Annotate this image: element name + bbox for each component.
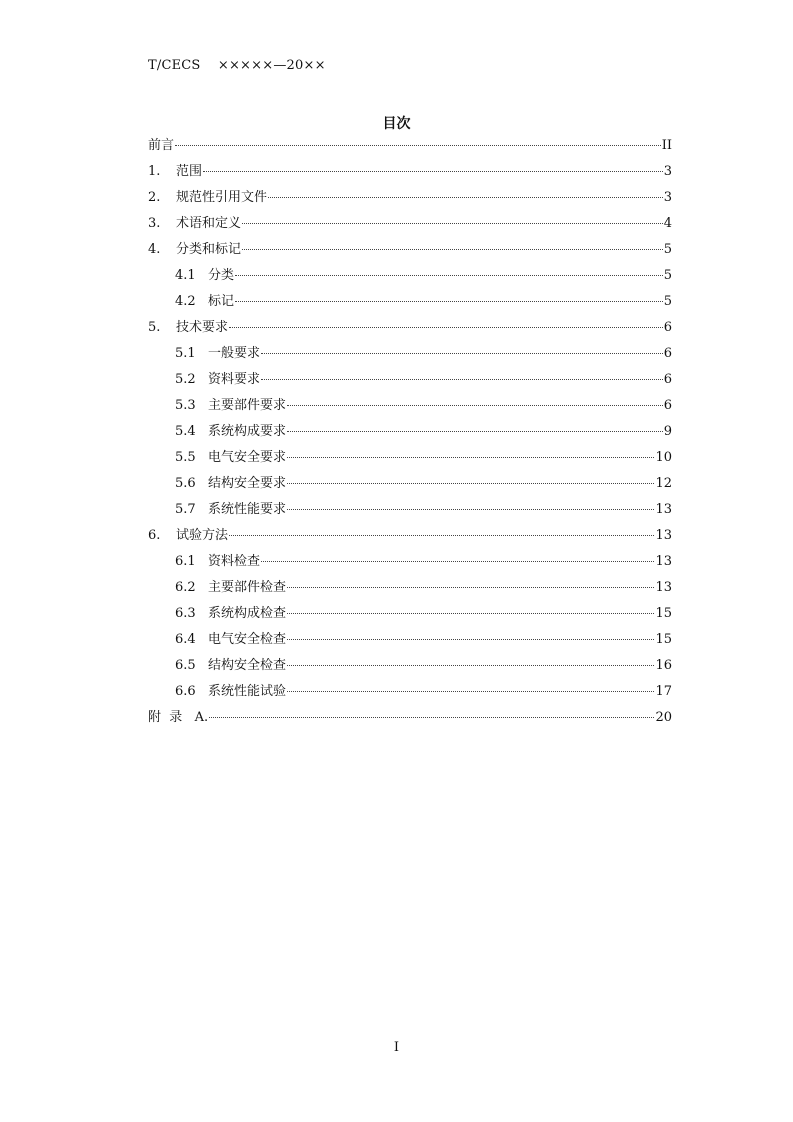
toc-entry-title: 前言: [148, 138, 175, 153]
toc-entry-number: 4.: [148, 242, 161, 257]
toc-entry[interactable]: [148, 553, 672, 579]
toc-entry-title: 系统性能要求: [208, 502, 287, 517]
toc-entry[interactable]: [148, 683, 672, 709]
toc-entry-number: 5.3: [175, 398, 196, 413]
toc-entry[interactable]: [148, 319, 672, 345]
toc-entry[interactable]: [148, 293, 672, 319]
toc-dot-leader: [175, 145, 661, 146]
toc-entry-page: 5: [663, 268, 672, 283]
toc-entry-number: 6.: [148, 528, 161, 543]
toc-entry-title: 系统性能试验: [208, 684, 287, 699]
toc-dot-leader: [235, 275, 663, 276]
toc-entry[interactable]: [148, 241, 672, 267]
toc-entry-page: 13: [655, 502, 672, 517]
toc-dot-leader: [287, 691, 654, 692]
toc-entry-page: 6: [663, 320, 672, 335]
toc-entry-title: 附 录 A.: [148, 710, 209, 725]
toc-entry-title: 试验方法: [176, 528, 229, 543]
toc-entry-number: 5.: [148, 320, 161, 335]
toc-entry-page: 13: [655, 554, 672, 569]
toc-entry-number: 4.2: [175, 294, 196, 309]
toc-entry-title: 标记: [208, 294, 235, 309]
toc-entry[interactable]: [148, 371, 672, 397]
toc-entry-page: 6: [663, 346, 672, 361]
toc-entry[interactable]: [148, 657, 672, 683]
toc-entry-number: 4.1: [175, 268, 196, 283]
toc-entry-page: 16: [655, 658, 672, 673]
toc-entry-number: 6.4: [175, 632, 196, 647]
toc-entry[interactable]: [148, 215, 672, 241]
toc-entry[interactable]: [148, 189, 672, 215]
toc-entry-title: 结构安全检查: [208, 658, 287, 673]
toc-entry-page: 9: [663, 424, 672, 439]
toc-dot-leader: [287, 509, 654, 510]
toc-entry-number: 2.: [148, 190, 161, 205]
toc-entry-title: 主要部件检查: [208, 580, 287, 595]
toc-dot-leader: [268, 197, 663, 198]
toc-entry-page: 13: [655, 580, 672, 595]
toc-entry-page: 5: [663, 242, 672, 257]
toc-entry[interactable]: [148, 163, 672, 189]
toc-entry[interactable]: [148, 267, 672, 293]
toc-entry-page: 20: [655, 710, 672, 725]
page-number: I: [393, 1040, 400, 1055]
toc-entry-page: 10: [655, 450, 672, 465]
toc-entry-number: 5.2: [175, 372, 196, 387]
toc-entry-number: 6.2: [175, 580, 196, 595]
toc-title: 目次: [382, 116, 411, 132]
toc-entry-title: 分类和标记: [176, 242, 242, 257]
toc-entry-number: 6.3: [175, 606, 196, 621]
table-of-contents: [148, 137, 672, 735]
toc-entry-title: 技术要求: [176, 320, 229, 335]
toc-dot-leader: [287, 639, 654, 640]
toc-entry-page: 4: [663, 216, 672, 231]
toc-dot-leader: [287, 431, 663, 432]
toc-entry-page: 17: [655, 684, 672, 699]
toc-entry-number: 5.7: [175, 502, 196, 517]
toc-entry-title: 主要部件要求: [208, 398, 287, 413]
toc-dot-leader: [229, 327, 663, 328]
toc-entry-page: II: [661, 138, 672, 153]
document-header: T/CECS ×××××—20××: [148, 58, 326, 73]
toc-entry-page: 15: [655, 606, 672, 621]
toc-entry[interactable]: [148, 345, 672, 371]
toc-dot-leader: [235, 301, 663, 302]
toc-entry-title: 电气安全要求: [208, 450, 287, 465]
toc-entry-title: 一般要求: [208, 346, 261, 361]
toc-dot-leader: [229, 535, 654, 536]
toc-entry-page: 12: [655, 476, 672, 491]
toc-entry-page: 6: [663, 398, 672, 413]
toc-entry-title: 系统构成要求: [208, 424, 287, 439]
toc-entry[interactable]: [148, 579, 672, 605]
toc-entry[interactable]: [148, 449, 672, 475]
toc-entry-title: 范围: [176, 164, 203, 179]
toc-entry-number: 5.5: [175, 450, 196, 465]
toc-entry-page: 15: [655, 632, 672, 647]
toc-entry-page: 6: [663, 372, 672, 387]
toc-entry-title: 结构安全要求: [208, 476, 287, 491]
toc-dot-leader: [287, 613, 654, 614]
toc-entry[interactable]: [148, 527, 672, 553]
toc-entry-number: 6.6: [175, 684, 196, 699]
toc-dot-leader: [287, 483, 654, 484]
toc-entry-title: 资料检查: [208, 554, 261, 569]
toc-dot-leader: [209, 717, 654, 718]
toc-entry-number: 3.: [148, 216, 161, 231]
toc-entry-number: 1.: [148, 164, 161, 179]
toc-dot-leader: [287, 457, 654, 458]
toc-entry-title: 电气安全检查: [208, 632, 287, 647]
toc-entry-number: 6.1: [175, 554, 196, 569]
toc-entry[interactable]: [148, 631, 672, 657]
toc-entry-title: 分类: [208, 268, 235, 283]
toc-entry[interactable]: [148, 397, 672, 423]
toc-dot-leader: [287, 405, 663, 406]
toc-entry[interactable]: [148, 501, 672, 527]
toc-entry-page: 13: [655, 528, 672, 543]
toc-dot-leader: [287, 665, 654, 666]
toc-dot-leader: [261, 379, 663, 380]
toc-entry[interactable]: [148, 137, 672, 163]
toc-entry[interactable]: [148, 423, 672, 449]
toc-entry[interactable]: [148, 605, 672, 631]
toc-entry[interactable]: [148, 475, 672, 501]
toc-entry-title: 系统构成检查: [208, 606, 287, 621]
toc-entry-number: 5.6: [175, 476, 196, 491]
toc-dot-leader: [287, 587, 654, 588]
toc-entry-page: 5: [663, 294, 672, 309]
toc-entry-number: 5.1: [175, 346, 196, 361]
toc-entry-title: 资料要求: [208, 372, 261, 387]
toc-dot-leader: [242, 249, 663, 250]
toc-dot-leader: [242, 223, 663, 224]
toc-dot-leader: [261, 353, 663, 354]
toc-entry-number: 6.5: [175, 658, 196, 673]
toc-dot-leader: [203, 171, 663, 172]
toc-dot-leader: [261, 561, 654, 562]
toc-entry-number: 5.4: [175, 424, 196, 439]
toc-entry[interactable]: [148, 709, 672, 735]
toc-entry-page: 3: [663, 164, 672, 179]
toc-entry-title: 术语和定义: [176, 216, 242, 231]
toc-entry-title: 规范性引用文件: [176, 190, 268, 205]
toc-entry-page: 3: [663, 190, 672, 205]
